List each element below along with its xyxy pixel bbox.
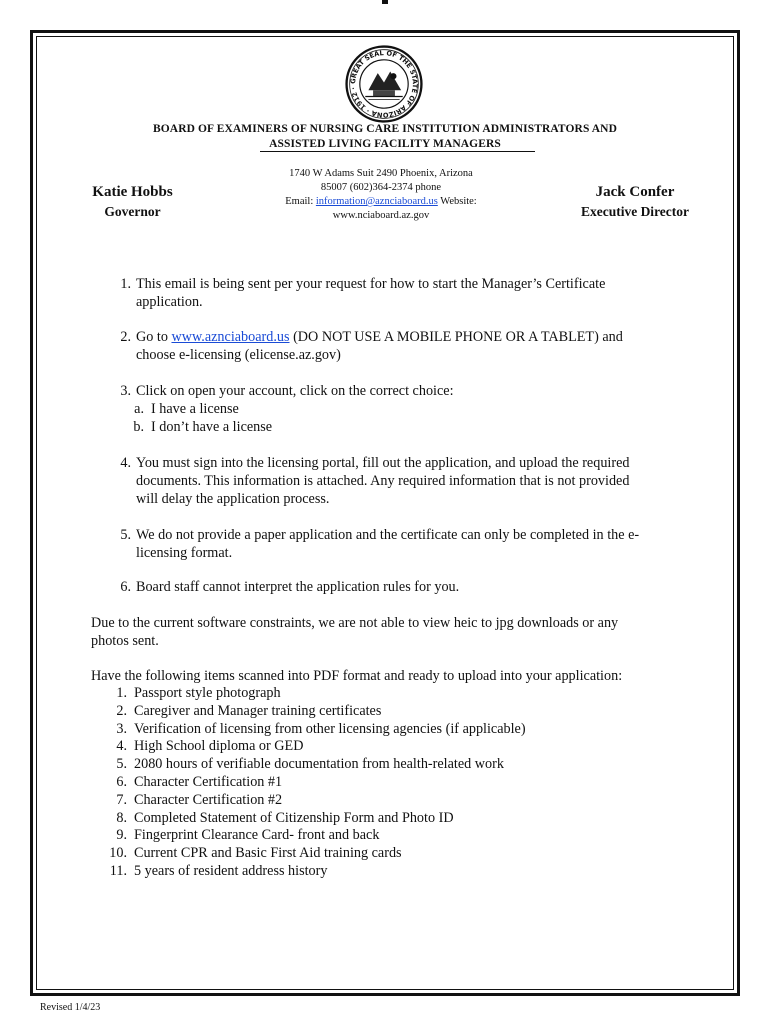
sub-list-text: I don’t have a license [151, 419, 273, 435]
required-item [103, 809, 526, 827]
address-line1: 1740 W Adams Suit 2490 Phoenix, Arizona [289, 168, 473, 179]
required-item [103, 755, 526, 773]
instruction-line: application. [136, 294, 203, 310]
instruction-text: Board staff cannot interpret the application rules for you. [136, 579, 460, 595]
required-item-number: 9. [116, 827, 127, 844]
instruction-item [105, 578, 675, 596]
required-items-list [103, 684, 526, 880]
instruction-line: choose e-licensing (elicense.az.gov) [136, 347, 341, 363]
governor-title: Governor [104, 204, 161, 219]
required-item-number: 5. [116, 756, 127, 773]
instruction-number: 2. [120, 329, 131, 345]
instruction-number: 3. [120, 383, 131, 399]
sub-list-letter: a. [134, 401, 144, 417]
email-line [265, 195, 497, 209]
required-item [103, 844, 526, 862]
arizona-state-seal [345, 45, 423, 123]
executive-director-block [565, 183, 705, 221]
email-link[interactable]: information@aznciaboard.us [315, 196, 438, 207]
required-item-text: 5 years of resident address history [134, 862, 328, 879]
required-item-number: 4. [116, 738, 127, 755]
instruction-text: Click on open your account, click on the correct choice: [136, 383, 454, 399]
sub-list-text: I have a license [151, 401, 239, 417]
instruction-text [136, 454, 675, 508]
instruction-line: This email is being sent per your request for how to start the Manager’s Certificate [136, 276, 606, 292]
website-text: www.nciaboard.az.gov [332, 210, 430, 221]
email-label: Email: [285, 196, 314, 207]
instruction-number: 5. [120, 527, 131, 543]
governor-block [70, 183, 195, 221]
required-item-number: 3. [116, 720, 127, 737]
contact-address-block [265, 167, 497, 223]
instruction-line: will delay the application process. [136, 491, 330, 507]
page-top-mark [382, 0, 388, 4]
board-title-line1: BOARD OF EXAMINERS OF NURSING CARE INSTITUTION ADMINISTRATORS AND [152, 123, 617, 135]
governor-name: Katie Hobbs [92, 184, 173, 200]
required-item-text: Fingerprint Clearance Card- front and back [134, 827, 380, 844]
instruction-line-suffix: (DO NOT USE A MOBILE PHONE OR A TABLET) and [293, 329, 623, 345]
instruction-number: 6. [120, 579, 131, 595]
instruction-text [136, 526, 675, 562]
software-constraints-note [91, 614, 681, 650]
revised-date: Revised 1/4/23 [40, 1002, 101, 1013]
instruction-number: 4. [120, 455, 131, 471]
required-item [103, 737, 526, 755]
required-item-text: Verification of licensing from other licensing agencies (if applicable) [134, 720, 526, 737]
required-item [103, 702, 526, 720]
instruction-line: licensing format. [136, 545, 233, 561]
sub-list-item [128, 400, 239, 418]
items-intro: Have the following items scanned into PDF format and ready to upload into your application: [91, 668, 623, 684]
instruction-line [136, 328, 675, 346]
required-item-number: 2. [116, 702, 127, 719]
required-item-number: 6. [116, 773, 127, 790]
required-item-text: Passport style photograph [134, 685, 281, 701]
sub-list-item [128, 418, 272, 436]
instruction-line: documents. This information is attached. Any required information that is not provided [136, 473, 630, 489]
required-item-text: Caregiver and Manager training certificates [134, 702, 382, 719]
note-line: photos sent. [91, 633, 159, 649]
required-item [103, 773, 526, 791]
required-item [103, 826, 526, 844]
required-item-text: Current CPR and Basic First Aid training cards [134, 845, 402, 862]
instruction-item [105, 454, 675, 508]
required-item-number: 8. [116, 809, 127, 826]
required-item-number: 10. [109, 845, 127, 862]
board-title [90, 122, 680, 152]
required-item-text: High School diploma or GED [134, 738, 304, 755]
title-underline [260, 151, 535, 152]
website-label: Website: [440, 196, 477, 207]
required-item [103, 720, 526, 738]
instruction-item [105, 275, 675, 311]
instruction-number: 1. [120, 276, 131, 292]
required-item [103, 684, 526, 702]
executive-director-name: Jack Confer [595, 184, 675, 200]
note-line: Due to the current software constraints, we are not able to view heic to jpg downloads or any [91, 615, 619, 631]
seal-ring-text: GREAT SEAL OF THE STATE OF ARIZONA · 1912 · [349, 49, 419, 119]
required-item-text: Character Certification #2 [134, 791, 283, 808]
instruction-line-prefix: Go to [136, 329, 168, 345]
required-item [103, 791, 526, 809]
required-item-text: Character Certification #1 [134, 773, 283, 790]
required-item [103, 862, 526, 880]
instruction-text [136, 328, 675, 364]
required-item-text: Completed Statement of Citizenship Form and Photo ID [134, 809, 454, 826]
required-item-text: 2080 hours of verifiable documentation from health-related work [134, 756, 504, 773]
instruction-line: We do not provide a paper application and the certificate can only be completed in the e- [136, 527, 640, 543]
instruction-item [105, 382, 675, 400]
required-item-number: 7. [116, 791, 127, 808]
executive-director-title: Executive Director [580, 204, 690, 219]
address-line2: 85007 (602)364-2374 phone [320, 182, 442, 193]
required-item-number: 11. [109, 862, 127, 879]
instruction-line: You must sign into the licensing portal, fill out the application, and upload the required [136, 455, 630, 471]
instruction-item [105, 328, 675, 364]
instruction-item [105, 526, 675, 562]
instruction-text [136, 275, 675, 311]
board-title-line2: ASSISTED LIVING FACILITY MANAGERS [269, 138, 501, 150]
sub-list-letter: b. [133, 419, 144, 435]
required-item-number: 1. [116, 685, 127, 701]
board-website-link[interactable]: www.aznciaboard.us [171, 329, 290, 345]
